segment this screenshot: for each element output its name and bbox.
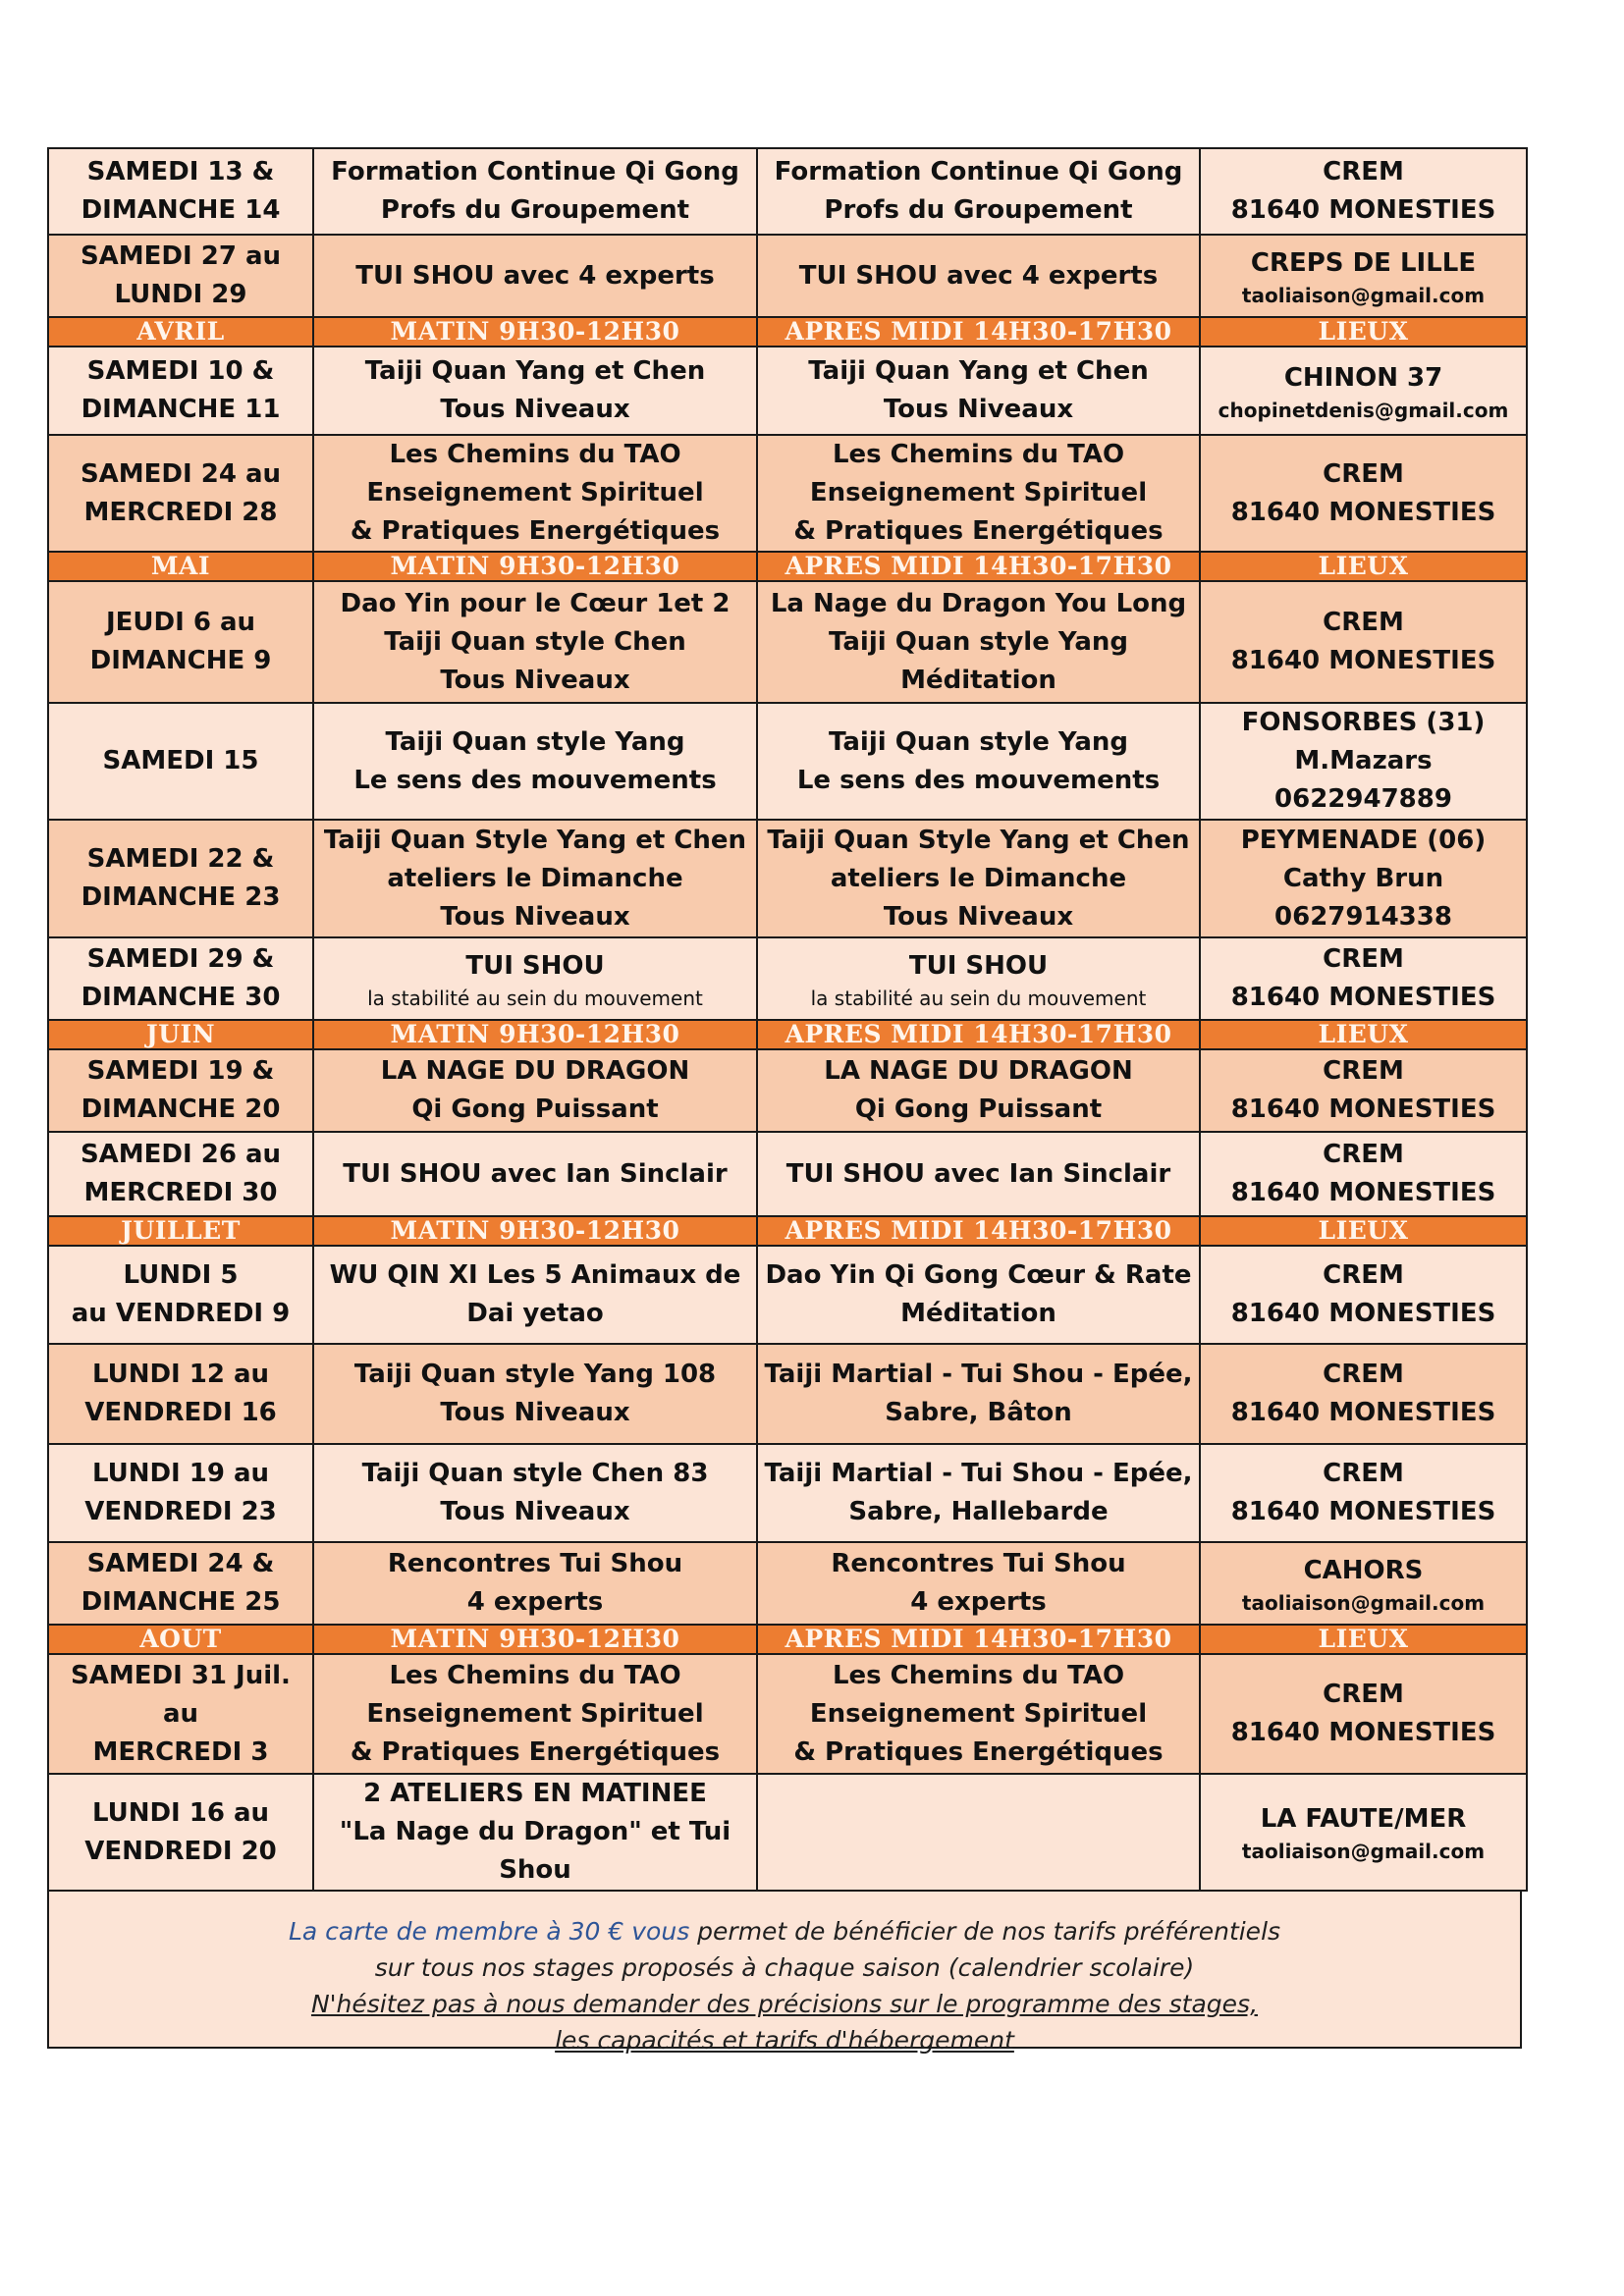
schedule-row (48, 1344, 1527, 1444)
schedule-row (48, 1132, 1527, 1216)
lieu-line: CREM (1323, 1056, 1404, 1086)
morning-header: MATIN 9H30-12H30 (313, 552, 757, 581)
location-cell (1200, 1654, 1527, 1774)
date-cell (48, 1344, 313, 1444)
schedule-row (48, 347, 1527, 435)
footer-line-2: sur tous nos stages proposés à chaque saison (calendrier scolaire) (374, 1953, 1195, 1982)
lieu-line: CREM (1323, 1260, 1404, 1290)
lieu-line: 81640 MONESTIES (1230, 1178, 1496, 1207)
matin-line: Les Chemins du TAO (389, 1660, 681, 1690)
afternoon-cell (757, 1542, 1200, 1625)
date-line: DIMANCHE 20 (81, 1095, 281, 1124)
date-cell (48, 235, 313, 317)
schedule-sheet (47, 147, 1526, 2055)
month-header-row (48, 1625, 1527, 1654)
matin-line: TUI SHOU (465, 950, 605, 981)
location-header: LIEUX (1200, 1625, 1527, 1654)
matin-line: Dao Yin pour le Cœur 1et 2 (340, 588, 731, 618)
month-label: JUILLET (48, 1216, 313, 1246)
schedule-row (48, 703, 1527, 820)
aprem-line: Sabre, Hallebarde (848, 1497, 1109, 1526)
afternoon-cell (757, 1049, 1200, 1132)
date-line: MERCREDI 3 (92, 1736, 269, 1767)
location-cell (1200, 1444, 1527, 1542)
month-label: AVRIL (48, 317, 313, 347)
afternoon-cell (757, 1132, 1200, 1216)
morning-header: MATIN 9H30-12H30 (313, 1625, 757, 1654)
date-cell (48, 1049, 313, 1132)
aprem-line: Méditation (900, 665, 1056, 695)
morning-cell (313, 1049, 757, 1132)
matin-line: Taiji Quan style Yang 108 (353, 1360, 717, 1389)
schedule-row (48, 820, 1527, 937)
date-line: LUNDI 12 au (91, 1360, 270, 1389)
lieu-line: CREPS DE LILLE (1250, 247, 1477, 278)
date-cell (48, 1774, 313, 1891)
morning-header: MATIN 9H30-12H30 (313, 1020, 757, 1049)
afternoon-cell (757, 1654, 1200, 1774)
matin-line: Le sens des mouvements (353, 765, 717, 795)
date-cell (48, 1654, 313, 1774)
location-cell (1200, 1344, 1527, 1444)
lieu-line: CAHORS (1303, 1555, 1424, 1585)
location-header: LIEUX (1200, 1216, 1527, 1246)
morning-header: MATIN 9H30-12H30 (313, 317, 757, 347)
matin-line: Taiji Quan style Chen 83 (361, 1459, 709, 1488)
location-cell (1200, 820, 1527, 937)
matin-line: Tous Niveaux (440, 901, 630, 932)
month-label: AOUT (48, 1625, 313, 1654)
morning-cell (313, 1444, 757, 1542)
aprem-line: Tous Niveaux (883, 395, 1074, 424)
aprem-line: TUI SHOU (908, 950, 1049, 981)
aprem-line: Formation Continue Qi Gong (774, 157, 1183, 187)
lieu-line: 81640 MONESTIES (1230, 1398, 1496, 1427)
lieu-line: CREM (1323, 1680, 1404, 1709)
lieu-line: 81640 MONESTIES (1230, 1718, 1496, 1747)
matin-line: 4 experts (466, 1587, 604, 1617)
footer-line-3: N'hésitez pas à nous demander des précisions sur le programme des stages, (310, 1990, 1259, 2018)
matin-line: Taiji Quan Yang et Chen (364, 356, 706, 386)
matin-line: WU QIN XI Les 5 Animaux de (329, 1260, 741, 1290)
aprem-line: Taiji Martial - Tui Shou - Epée, (764, 1459, 1193, 1488)
date-cell (48, 1542, 313, 1625)
lieu-line: 81640 MONESTIES (1230, 1299, 1496, 1328)
aprem-line: Le sens des mouvements (796, 765, 1161, 795)
date-line: SAMEDI 15 (102, 746, 259, 775)
aprem-line: Taiji Quan Style Yang et Chen (767, 825, 1190, 855)
month-label: JUIN (48, 1020, 313, 1049)
matin-line: Dai yetao (466, 1299, 604, 1328)
matin-line: Qi Gong Puissant (411, 1095, 659, 1124)
afternoon-cell (757, 435, 1200, 552)
morning-cell (313, 1246, 757, 1344)
matin-line: TUI SHOU avec 4 experts (355, 260, 715, 291)
matin-line: LA NAGE DU DRAGON (380, 1056, 690, 1086)
date-line: DIMANCHE 14 (81, 195, 281, 225)
location-cell (1200, 347, 1527, 435)
morning-cell (313, 1132, 757, 1216)
date-cell (48, 1132, 313, 1216)
date-line: LUNDI 29 (114, 280, 247, 309)
aprem-line: & Pratiques Energétiques (793, 516, 1164, 546)
location-cell (1200, 937, 1527, 1020)
afternoon-header: APRES MIDI 14H30-17H30 (757, 317, 1200, 347)
aprem-line: Taiji Quan style Yang (829, 726, 1128, 757)
afternoon-cell (757, 1444, 1200, 1542)
lieu-line: CREM (1323, 608, 1404, 637)
date-line: DIMANCHE 30 (81, 983, 281, 1012)
afternoon-cell (757, 148, 1200, 235)
morning-cell (313, 703, 757, 820)
date-line: SAMEDI 29 & (86, 944, 275, 974)
date-line: LUNDI 5 (123, 1260, 239, 1290)
date-line: SAMEDI 19 & (86, 1056, 275, 1086)
date-cell (48, 1246, 313, 1344)
matin-line: "La Nage du Dragon" et Tui Shou (339, 1817, 731, 1885)
morning-cell (313, 1774, 757, 1891)
afternoon-cell (757, 1246, 1200, 1344)
matin-line: Tous Niveaux (440, 395, 630, 424)
aprem-line: Tous Niveaux (883, 901, 1074, 932)
date-cell (48, 347, 313, 435)
lieu-line: PEYMENADE (06) (1240, 825, 1487, 855)
schedule-body (48, 148, 1527, 1891)
lieu-line: taoliaison@gmail.com (1241, 1590, 1486, 1615)
location-cell (1200, 1049, 1527, 1132)
aprem-line: Dao Yin Qi Gong Cœur & Rate (765, 1260, 1192, 1290)
matin-line: Profs du Groupement (380, 195, 690, 225)
lieu-line: LA FAUTE/MER (1260, 1804, 1467, 1834)
matin-line: Formation Continue Qi Gong (331, 157, 739, 187)
month-label: MAI (48, 552, 313, 581)
membership-note (47, 1892, 1522, 2055)
afternoon-cell (757, 703, 1200, 820)
lieu-line: 81640 MONESTIES (1230, 195, 1496, 225)
aprem-line: LA NAGE DU DRAGON (824, 1056, 1133, 1086)
matin-line: Tous Niveaux (440, 1497, 630, 1526)
schedule-row (48, 1774, 1527, 1891)
date-line: SAMEDI 10 & (86, 356, 275, 386)
lieu-line: CREM (1323, 1459, 1404, 1488)
date-cell (48, 937, 313, 1020)
location-cell (1200, 435, 1527, 552)
lieu-line: CREM (1323, 944, 1404, 974)
aprem-line: la stabilité au sein du mouvement (810, 986, 1147, 1010)
date-cell (48, 1444, 313, 1542)
afternoon-cell (757, 937, 1200, 1020)
aprem-line: & Pratiques Energétiques (793, 1736, 1164, 1767)
schedule-row (48, 1444, 1527, 1542)
lieu-line: 81640 MONESTIES (1230, 1095, 1496, 1124)
location-cell (1200, 1774, 1527, 1891)
afternoon-header: APRES MIDI 14H30-17H30 (757, 552, 1200, 581)
aprem-line: Enseignement Spirituel (809, 1698, 1148, 1729)
aprem-line: TUI SHOU avec 4 experts (798, 260, 1159, 291)
afternoon-cell (757, 1774, 1200, 1891)
date-line: MERCREDI 28 (83, 497, 278, 527)
footer-line-1-highlight: La carte de membre à 30 € vous (288, 1917, 690, 1946)
footer-line-1 (49, 1913, 1520, 1949)
lieu-line: taoliaison@gmail.com (1241, 1840, 1486, 1863)
matin-line: Rencontres Tui Shou (387, 1549, 683, 1578)
morning-cell (313, 820, 757, 937)
month-header-row (48, 317, 1527, 347)
aprem-line: TUI SHOU avec Ian Sinclair (785, 1158, 1171, 1189)
date-cell (48, 703, 313, 820)
date-cell (48, 435, 313, 552)
location-header: LIEUX (1200, 317, 1527, 347)
matin-line: Enseignement Spirituel (366, 1698, 704, 1729)
schedule-row (48, 235, 1527, 317)
date-line: LUNDI 19 au (91, 1459, 270, 1488)
afternoon-cell (757, 820, 1200, 937)
schedule-row (48, 581, 1527, 703)
lieu-line: 81640 MONESTIES (1230, 497, 1496, 527)
matin-line: Enseignement Spirituel (366, 478, 704, 507)
date-line: LUNDI 16 au (91, 1797, 270, 1828)
matin-line: & Pratiques Energétiques (350, 516, 721, 546)
date-line: DIMANCHE 9 (89, 646, 272, 675)
date-line: SAMEDI 26 au (80, 1140, 282, 1169)
month-header-row (48, 1216, 1527, 1246)
matin-line: Taiji Quan style Chen (384, 626, 686, 657)
schedule-row (48, 435, 1527, 552)
location-header: LIEUX (1200, 552, 1527, 581)
matin-line: Tous Niveaux (440, 665, 630, 695)
aprem-line: Taiji Martial - Tui Shou - Epée, (764, 1360, 1193, 1389)
date-line: JEUDI 6 au (105, 608, 256, 637)
lieu-line: Cathy Brun 0627914338 (1274, 863, 1452, 932)
lieu-line: CHINON 37 (1283, 362, 1443, 393)
afternoon-cell (757, 581, 1200, 703)
date-cell (48, 148, 313, 235)
morning-cell (313, 1344, 757, 1444)
location-cell (1200, 1246, 1527, 1344)
aprem-line: Sabre, Bâton (885, 1398, 1072, 1427)
matin-line: ateliers le Dimanche (387, 863, 683, 893)
date-line: SAMEDI 22 & (86, 844, 275, 874)
matin-line: Tous Niveaux (440, 1398, 630, 1427)
lieu-line: taoliaison@gmail.com (1241, 283, 1486, 307)
matin-line: Les Chemins du TAO (389, 440, 681, 469)
date-line: DIMANCHE 11 (81, 395, 281, 424)
matin-line: Taiji Quan Style Yang et Chen (323, 825, 747, 855)
lieu-line: 81640 MONESTIES (1230, 1497, 1496, 1526)
date-line: au VENDREDI 9 (71, 1299, 291, 1328)
afternoon-header: APRES MIDI 14H30-17H30 (757, 1020, 1200, 1049)
date-line: DIMANCHE 25 (81, 1587, 281, 1617)
date-line: MERCREDI 30 (83, 1178, 278, 1207)
matin-line: 2 ATELIERS EN MATINEE (363, 1779, 707, 1808)
schedule-row (48, 148, 1527, 235)
schedule-row (48, 937, 1527, 1020)
matin-line: la stabilité au sein du mouvement (367, 986, 703, 1010)
date-line: VENDREDI 23 (84, 1497, 277, 1526)
lieu-line: CREM (1323, 157, 1404, 187)
aprem-line: Taiji Quan style Yang (829, 626, 1128, 657)
location-cell (1200, 1542, 1527, 1625)
lieu-line: 81640 MONESTIES (1230, 646, 1496, 675)
date-line: SAMEDI 27 au (80, 241, 282, 271)
date-line: VENDREDI 16 (84, 1398, 277, 1427)
date-line: SAMEDI 24 au (80, 458, 282, 489)
schedule-table (47, 147, 1528, 1892)
date-line: VENDREDI 20 (84, 1836, 277, 1866)
aprem-line: Qi Gong Puissant (854, 1095, 1103, 1124)
aprem-line: 4 experts (910, 1587, 1047, 1617)
date-line: SAMEDI 13 & (86, 157, 275, 187)
location-cell (1200, 581, 1527, 703)
afternoon-cell (757, 235, 1200, 317)
date-cell (48, 581, 313, 703)
lieu-line: CREM (1323, 1140, 1404, 1169)
date-line: SAMEDI 31 Juil. au (71, 1660, 291, 1729)
location-cell (1200, 703, 1527, 820)
location-cell (1200, 235, 1527, 317)
lieu-line: CREM (1323, 458, 1404, 489)
aprem-line: Taiji Quan Yang et Chen (808, 356, 1149, 386)
location-header: LIEUX (1200, 1020, 1527, 1049)
aprem-line: Enseignement Spirituel (809, 478, 1148, 507)
footer-line-1-rest: permet de bénéficier de nos tarifs préférentiels (689, 1917, 1281, 1946)
morning-cell (313, 235, 757, 317)
matin-line: TUI SHOU avec Ian Sinclair (343, 1158, 728, 1189)
aprem-line: Rencontres Tui Shou (831, 1549, 1126, 1578)
footer-line-4: les capacités et tarifs d'hébergement (555, 2026, 1014, 2055)
month-header-row (48, 552, 1527, 581)
morning-cell (313, 1542, 757, 1625)
location-cell (1200, 148, 1527, 235)
afternoon-header: APRES MIDI 14H30-17H30 (757, 1625, 1200, 1654)
schedule-row (48, 1654, 1527, 1774)
morning-cell (313, 1654, 757, 1774)
aprem-line: Profs du Groupement (824, 195, 1133, 225)
aprem-line: Les Chemins du TAO (832, 440, 1125, 469)
date-line: DIMANCHE 23 (81, 882, 281, 912)
month-header-row (48, 1020, 1527, 1049)
aprem-line: La Nage du Dragon You Long (770, 588, 1187, 618)
date-line: SAMEDI 24 & (86, 1549, 275, 1578)
aprem-line: ateliers le Dimanche (830, 863, 1127, 893)
morning-header: MATIN 9H30-12H30 (313, 1216, 757, 1246)
afternoon-cell (757, 1344, 1200, 1444)
morning-cell (313, 937, 757, 1020)
lieu-line: CREM (1323, 1360, 1404, 1389)
lieu-line: 81640 MONESTIES (1230, 983, 1496, 1012)
location-cell (1200, 1132, 1527, 1216)
morning-cell (313, 148, 757, 235)
lieu-line: FONSORBES (31) (1241, 708, 1486, 737)
matin-line: & Pratiques Energétiques (350, 1736, 721, 1767)
aprem-line: Les Chemins du TAO (832, 1660, 1125, 1690)
morning-cell (313, 347, 757, 435)
schedule-row (48, 1049, 1527, 1132)
afternoon-header: APRES MIDI 14H30-17H30 (757, 1216, 1200, 1246)
afternoon-cell (757, 347, 1200, 435)
schedule-row (48, 1246, 1527, 1344)
lieu-line: chopinetdenis@gmail.com (1218, 398, 1509, 422)
aprem-line: Méditation (900, 1299, 1056, 1328)
morning-cell (313, 435, 757, 552)
matin-line: Taiji Quan style Yang (385, 726, 685, 757)
lieu-line: M.Mazars 0622947889 (1274, 746, 1452, 814)
morning-cell (313, 581, 757, 703)
date-cell (48, 820, 313, 937)
schedule-row (48, 1542, 1527, 1625)
